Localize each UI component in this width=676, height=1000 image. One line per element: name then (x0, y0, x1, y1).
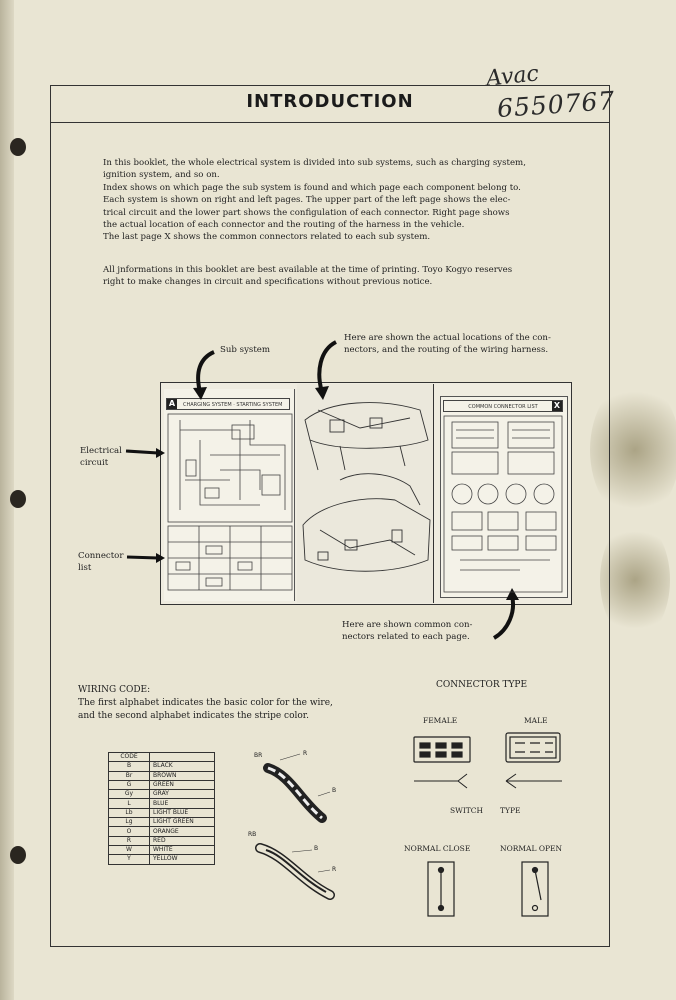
color-column-header (150, 753, 215, 762)
wire-color-cell: BROWN (150, 771, 215, 780)
normal-open-label: NORMAL OPEN (500, 844, 563, 853)
wire-code-cell: L (109, 799, 150, 808)
table-row (109, 771, 215, 780)
table-row (109, 762, 215, 771)
table-row (109, 827, 215, 836)
table-row (109, 818, 215, 827)
code-column-header: CODE (109, 753, 150, 762)
normal-close-label: NORMAL CLOSE (404, 844, 471, 853)
sheet-x-letter: X (553, 401, 561, 410)
table-row (109, 799, 215, 808)
text-line: All jnformations in this booklet are best available at the time of printing. Toyo Kogyo reserves (103, 265, 513, 275)
wire-color-cell: BLACK (150, 762, 215, 771)
vehicle-harness-illustration (303, 403, 430, 572)
wiring-code-line1: The first alphabet indicates the basic color for the wire, (78, 698, 333, 708)
common-connectors-arrow (494, 588, 519, 638)
wire-color-cell: LIGHT BLUE (150, 808, 215, 817)
text-line: Here are shown the actual locations of the con- (344, 333, 551, 343)
wire1-label-r: R (303, 750, 308, 757)
switch-label: SWITCH (450, 806, 484, 815)
normal-open-switch-symbol (522, 862, 548, 916)
wire-color-cell: GREEN (150, 780, 215, 789)
wire-color-cell: WHITE (150, 845, 215, 854)
wiring-code-heading: WIRING CODE: (78, 685, 151, 695)
male-connector-symbol (506, 733, 560, 762)
wire-br-drawing (268, 754, 330, 818)
wire-color-cell: ORANGE (150, 827, 215, 836)
sheet-a-letter: A (168, 399, 176, 408)
wire-color-cell: LIGHT GREEN (150, 818, 215, 827)
wire-rb-drawing (260, 848, 330, 895)
wire-code-cell: Br (109, 771, 150, 780)
connector-grid (168, 526, 292, 590)
wire-code-cell: R (109, 836, 150, 845)
handwritten-name: Avac (484, 61, 541, 92)
text-line: circuit (80, 458, 109, 468)
electrical-circuit-arrow (126, 448, 165, 458)
table-row (109, 790, 215, 799)
circuit-schematic (168, 414, 292, 522)
female-connector-symbol (414, 737, 470, 762)
page-title: INTRODUCTION (246, 91, 414, 112)
wire2-label-b: B (314, 845, 319, 852)
text-line: list (78, 563, 92, 573)
text-line: Here are shown common con- (342, 620, 473, 630)
text-line: trical circuit and the lower part shows the configulation of each connector. Right page shows (103, 207, 510, 218)
table-header-row (109, 753, 215, 762)
text-line: the actual location of each connector and the routing of the harness in the vehicle. (103, 220, 465, 231)
connector-type-heading: CONNECTOR TYPE (436, 680, 528, 690)
wire-color-cell: YELLOW (150, 855, 215, 864)
wiring-code-line2: and the second alphabet indicates the stripe color. (78, 711, 309, 721)
male-wire-symbol (506, 774, 562, 788)
table-row (109, 836, 215, 845)
wire-code-cell: B (109, 762, 150, 771)
table-row (109, 845, 215, 854)
wire-code-cell: Gy (109, 790, 150, 799)
text-line: Index shows on which page the sub system is found and which page each component belong to. (103, 182, 521, 193)
text-line: Connector (78, 551, 124, 561)
wire2-label-rb: RB (248, 831, 257, 838)
common-connector-drawings (444, 416, 562, 592)
wire-code-cell: W (109, 845, 150, 854)
text-line: Each system is shown on right and left pages. The upper part of the left page shows the elec- (103, 195, 511, 206)
type-label: TYPE (500, 806, 521, 815)
locations-arrow (315, 342, 336, 400)
wire-code-cell: Y (109, 855, 150, 864)
text-line: nectors related to each page. (342, 632, 470, 642)
wire1-label-b: B (332, 787, 337, 794)
table-row (109, 808, 215, 817)
wire-code-cell: Lb (109, 808, 150, 817)
text-line: nectors, and the routing of the wiring harness. (344, 345, 549, 355)
text-line: right to make changes in circuit and specifications without previous notice. (103, 277, 433, 288)
text-line: Electrical (80, 446, 122, 456)
wire-color-cell: RED (150, 836, 215, 845)
female-label: FEMALE (423, 716, 458, 725)
handwritten-number: 6550767 (496, 85, 617, 124)
female-wire-symbol (414, 774, 467, 788)
wire-color-cell: BLUE (150, 799, 215, 808)
sub-system-label: Sub system (220, 345, 271, 355)
wire2-label-r: R (332, 866, 337, 873)
text-line: The last page X shows the common connectors related to each sub system. (103, 232, 431, 243)
table-row (109, 855, 215, 864)
wire-color-cell: GRAY (150, 790, 215, 799)
sheet-x-header-text: COMMON CONNECTOR LIST (468, 404, 538, 410)
text-line: In this booklet, the whole electrical system is divided into sub systems, such as charging system, (103, 158, 526, 168)
wire-code-cell: Lg (109, 818, 150, 827)
table-row (109, 780, 215, 789)
wire1-label-br: BR (254, 752, 263, 759)
wire-code-cell: G (109, 780, 150, 789)
wiring-code-table (108, 752, 215, 865)
sheet-a-header-text: CHARGING SYSTEM · STARTING SYSTEM (183, 402, 283, 408)
wire-code-cell: O (109, 827, 150, 836)
male-label: MALE (524, 716, 548, 725)
text-line: ignition system, and so on. (103, 170, 220, 181)
normal-close-switch-symbol (428, 862, 454, 916)
connector-list-arrow (127, 553, 165, 563)
sub-system-arrow (193, 352, 214, 400)
